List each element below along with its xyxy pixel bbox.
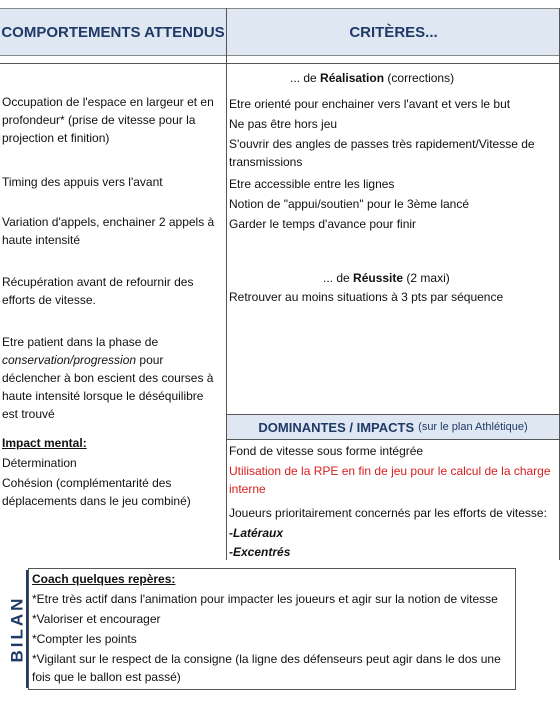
bilan-item-4: *Vigilant sur le respect de la consigne (la ligne des défenseurs peut agir dans le dos une fois que le ballon est passé) xyxy=(32,652,501,684)
divider-under-header-left xyxy=(0,63,226,64)
reussite-heading xyxy=(323,270,450,286)
realisation-item-3: S'ouvrir des angles de passes très rapidement/Vitesse de transmissions xyxy=(229,137,535,169)
bilan-item-3: *Compter les points xyxy=(32,632,137,646)
realisation-item-4: Etre accessible entre les lignes xyxy=(229,177,395,191)
realisation-bold: Réalisation xyxy=(320,71,385,85)
realisation-suffix: (corrections) xyxy=(384,71,455,85)
dominantes-item-1: -Latéraux xyxy=(229,526,284,540)
reussite-item-1: Retrouver au moins situations à 3 pts par séquence xyxy=(229,290,504,304)
bilan-label: BILAN xyxy=(7,595,27,663)
dominantes-subtitle: (sur le plan Athlétique) xyxy=(418,421,528,433)
dominantes-line-3: Joueurs prioritairement concernés par les efforts de vitesse: xyxy=(229,506,547,520)
impact-item-2: Cohésion (complémentarité des déplacements dans le jeu combiné) xyxy=(2,476,191,508)
realisation-item-2: Ne pas être hors jeu xyxy=(229,117,338,131)
impact-mental-title: Impact mental: xyxy=(2,436,87,450)
impact-item-1: Détermination xyxy=(2,456,77,470)
dominantes-title: DOMINANTES / IMPACTS xyxy=(258,419,415,435)
header-left-text: COMPORTEMENTS ATTENDUS xyxy=(1,23,225,41)
left-block-2: Timing des appuis vers l'avant xyxy=(2,175,163,189)
realisation-item-6: Garder le temps d'avance pour finir xyxy=(229,217,417,231)
dominantes-header xyxy=(227,415,559,439)
header-right-text: CRITÈRES... xyxy=(349,23,438,41)
header-right xyxy=(227,8,560,56)
bilan-item-1: *Etre très actif dans l'animation pour impacter les joueurs et agir sur la notion de vitesse xyxy=(32,592,498,606)
reussite-suffix: (2 maxi) xyxy=(403,271,450,285)
bilan-title: Coach quelques repères: xyxy=(32,572,176,586)
dominantes-line-1: Fond de vitesse sous forme intégrée xyxy=(229,444,424,458)
left-block-4: Récupération avant de refournir des efforts de vitesse. xyxy=(2,275,194,307)
realisation-prefix: ... de xyxy=(290,71,321,85)
divider-under-header-right xyxy=(226,63,559,64)
realisation-heading xyxy=(290,70,454,86)
italic-fragment: conservation/progression xyxy=(2,353,137,367)
dominantes-line-2: Utilisation de la RPE en fin de jeu pour le calcul de la charge interne xyxy=(229,464,551,496)
column-divider xyxy=(226,8,227,560)
dominantes-item-2: -Excentrés xyxy=(229,545,291,559)
bilan-item-2: *Valoriser et encourager xyxy=(32,612,161,626)
left-block-5: Etre patient dans la phase de conservation/progression pour déclencher à bon escient des courses à haute intensité lorsque le déséquilibre est trouvé xyxy=(2,335,214,421)
realisation-item-1: Etre orienté pour enchainer vers l'avant et vers le but xyxy=(229,97,511,111)
header-left xyxy=(0,8,226,56)
dominantes-bottom-line xyxy=(226,439,559,440)
left-block-3: Variation d'appels, enchainer 2 appels à haute intensité xyxy=(2,215,215,247)
realisation-item-5: Notion de "appui/soutien" pour le 3ème lancé xyxy=(229,197,470,211)
reussite-bold: Réussite xyxy=(353,271,404,285)
left-block-1: Occupation de l'espace en largeur et en profondeur* (prise de vitesse pour la projection et finition) xyxy=(2,95,214,145)
reussite-prefix: ... de xyxy=(323,271,354,285)
bilan-bar xyxy=(8,570,28,688)
